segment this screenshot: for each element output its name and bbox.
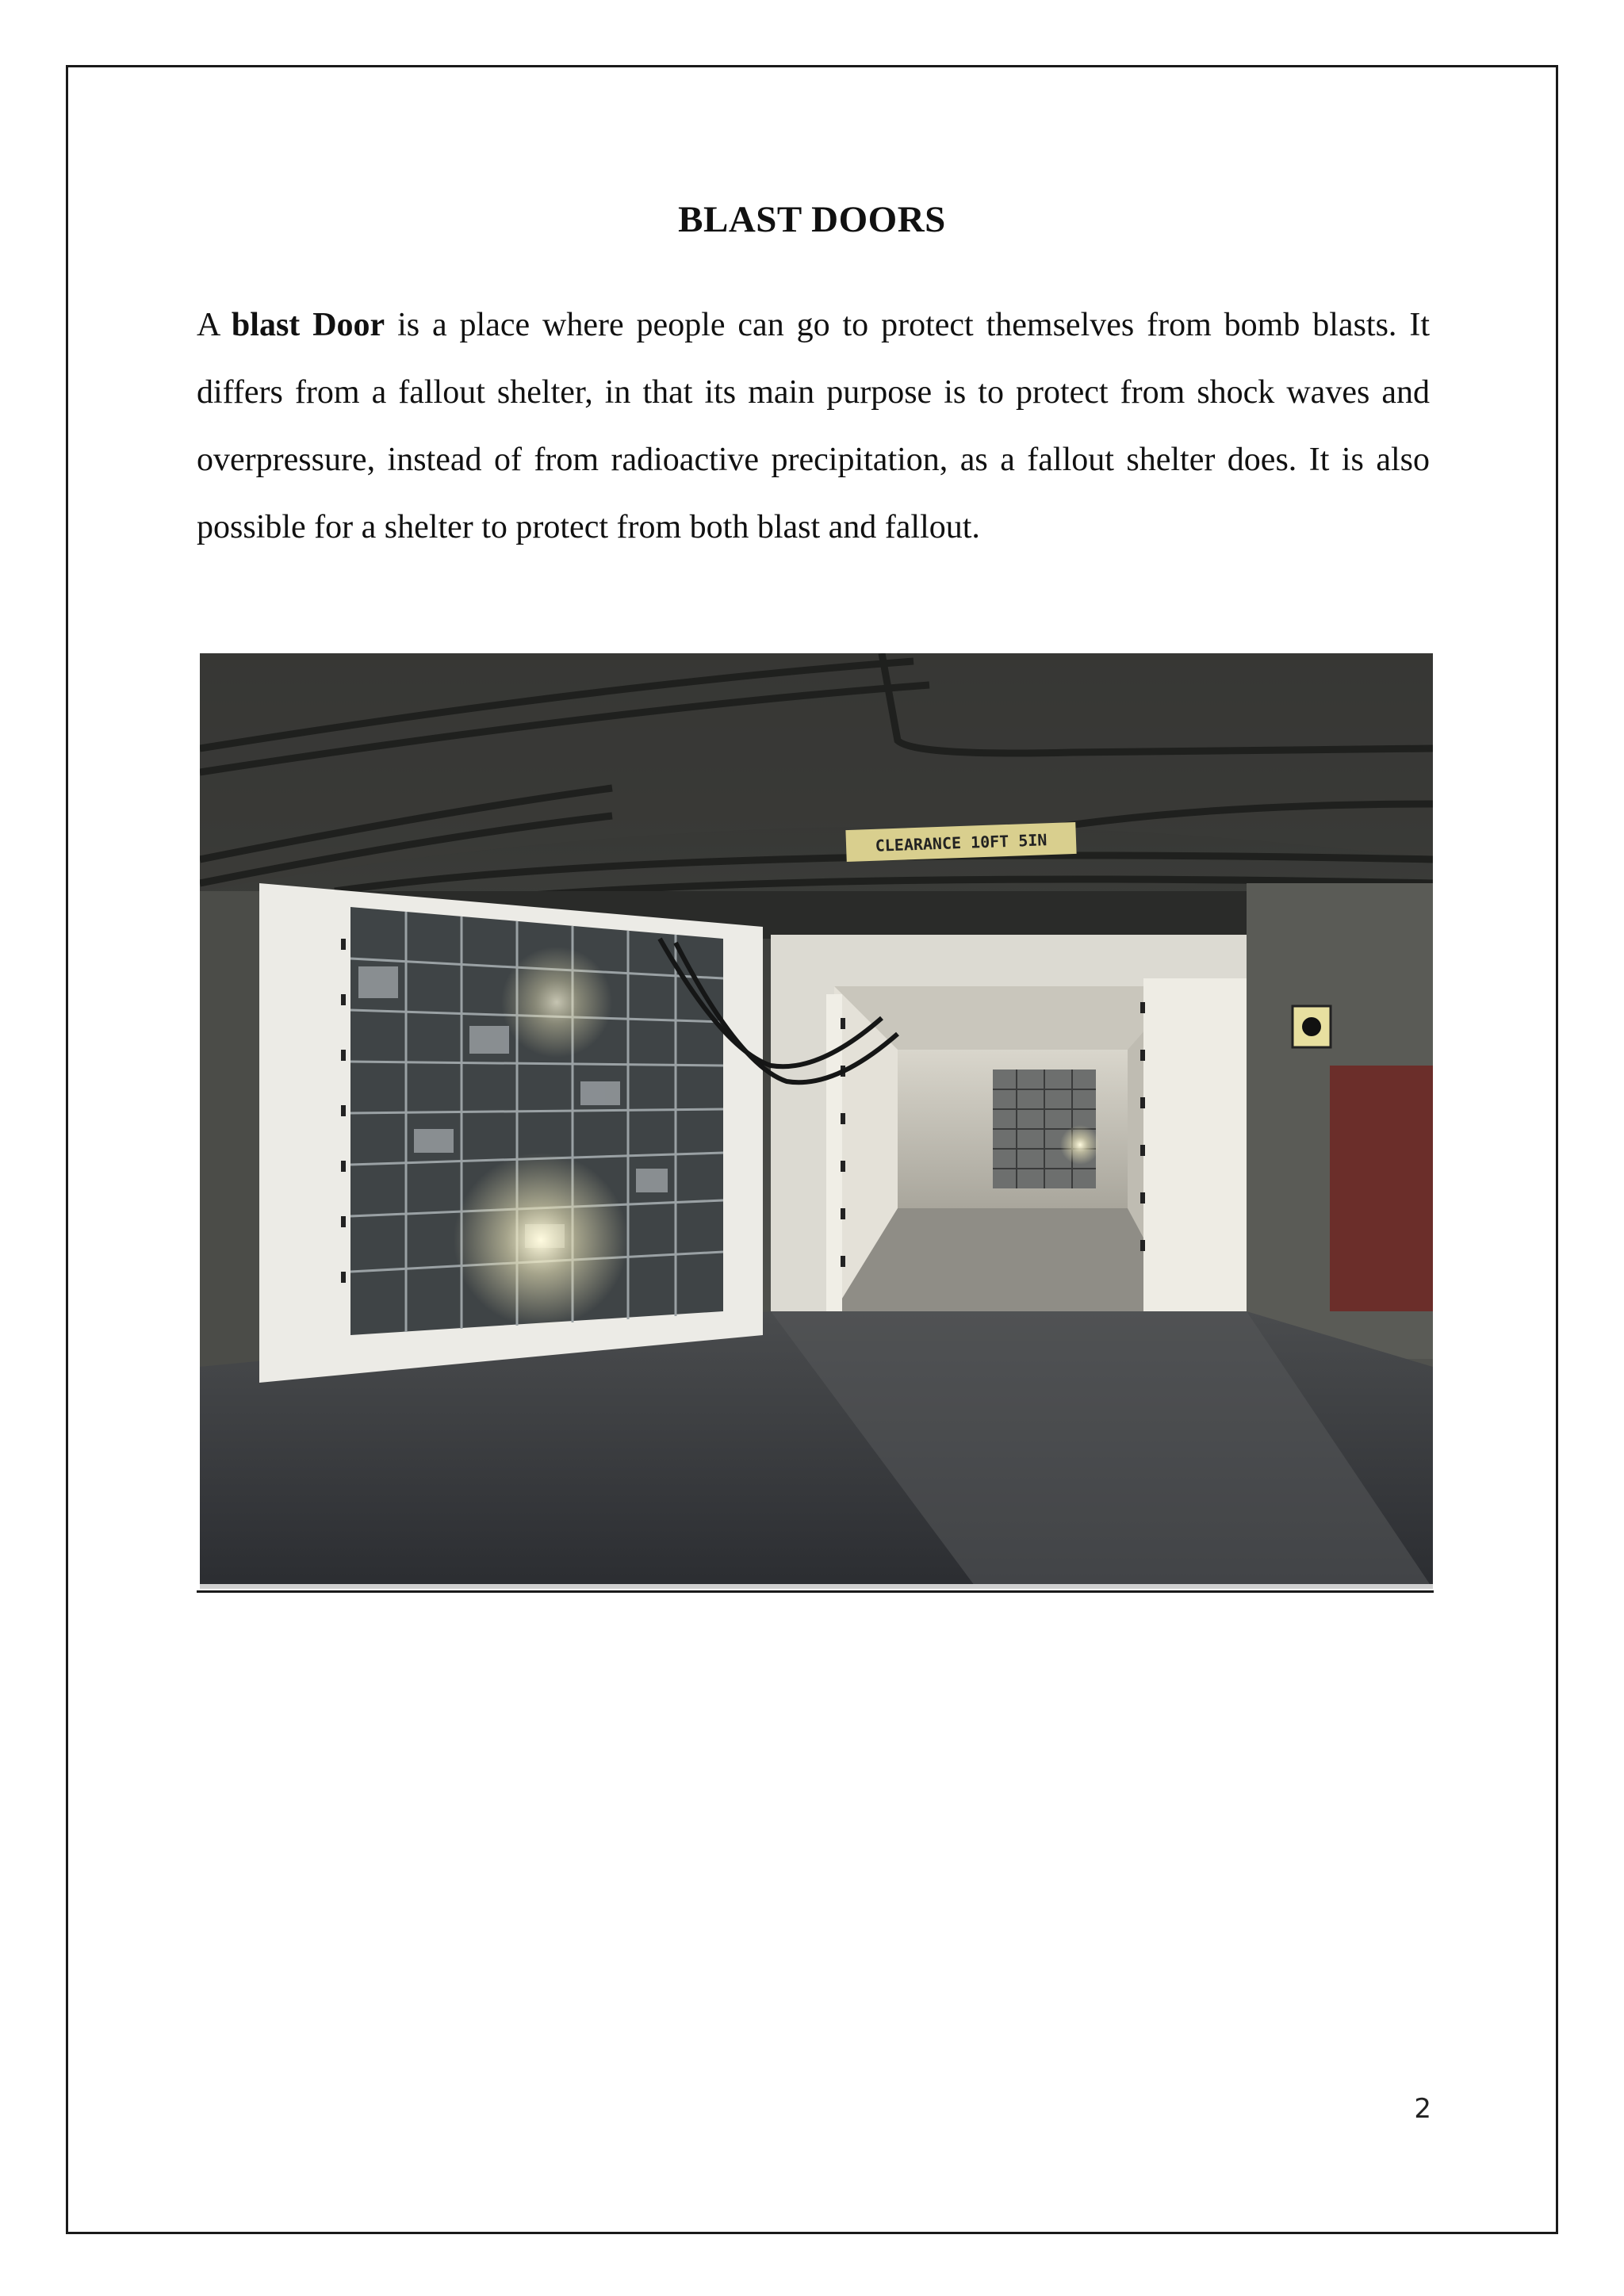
red-door [1330, 1066, 1433, 1311]
paragraph-lead: A [197, 307, 232, 343]
figure-underline [197, 1590, 1434, 1593]
paragraph-term: blast Door [231, 307, 385, 343]
paragraph-body: is a place where people can go to protect themselves from bomb blasts. It differs from a fallout shelter, in that its main purpose is to protect from shock waves and overpressure, instead of from radioactive precipitation, as a fallout shelter does. It is also possible for a shelter to protect from both blast and fallout. [197, 307, 1430, 545]
body-paragraph [197, 292, 1430, 561]
clearance-sign-text: CLEARANCE 10FT 5IN [875, 830, 1048, 855]
blast-door-photo [200, 653, 1433, 1589]
page-number: 2 [1414, 2093, 1431, 2125]
blast-door-illustration [200, 653, 1433, 1589]
page-title: BLAST DOORS [678, 199, 946, 240]
